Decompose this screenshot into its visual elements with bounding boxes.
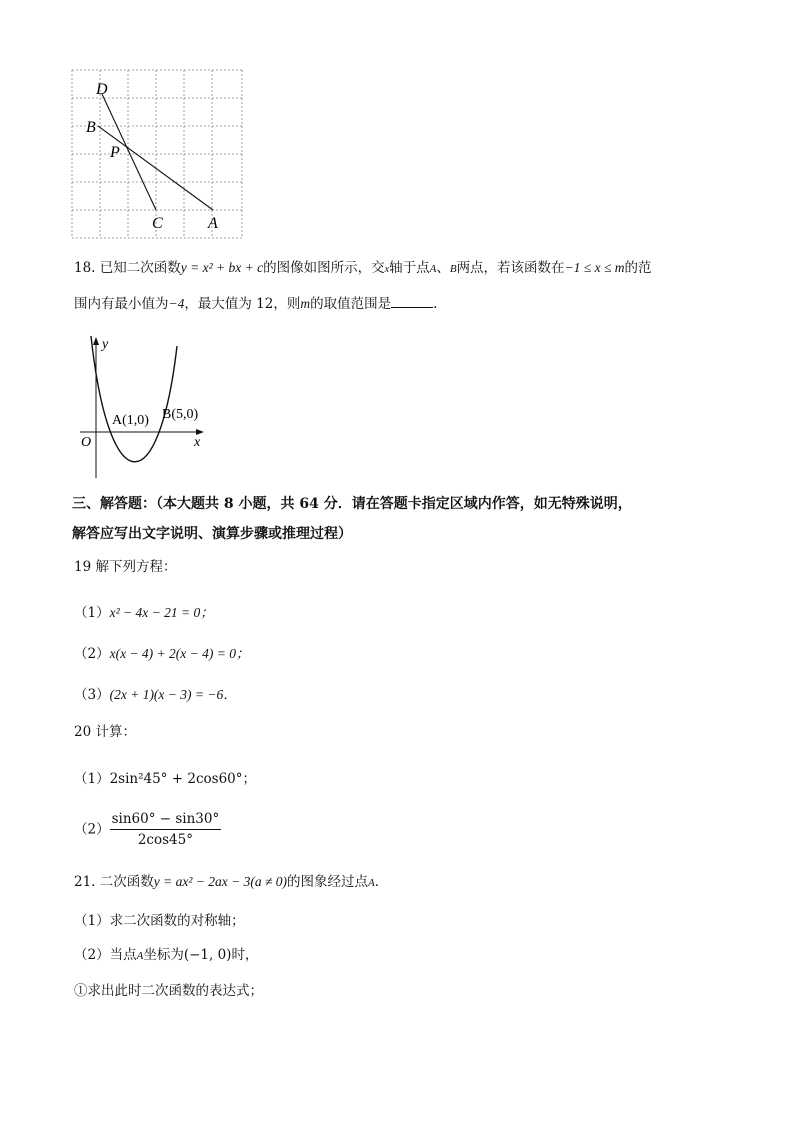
q20-item1-label: （1） — [74, 771, 110, 787]
q20-item-2 — [74, 810, 221, 849]
q18-point-a: A — [429, 263, 437, 275]
q19-item-1 — [74, 604, 214, 622]
line-ba — [98, 126, 213, 210]
answer-blank — [391, 295, 433, 308]
q19-item-2 — [74, 645, 250, 663]
q18-formula: y = x² + bx + c — [180, 260, 264, 275]
q18-text-mid3: 两点，若该函数在 — [456, 260, 565, 276]
y-axis-label: y — [102, 337, 109, 352]
q21-sub2-end: 时， — [231, 947, 259, 963]
q21-circled-1 — [74, 982, 263, 1000]
q20-number: 20 — [74, 724, 92, 740]
origin-label: O — [81, 435, 92, 450]
q19-number: 19 — [74, 559, 92, 575]
parabola-curve — [91, 336, 177, 462]
q20-item2-label: （2） — [74, 821, 110, 838]
q19-item-label: （1） — [74, 605, 110, 621]
q18-range: −1 ≤ x ≤ m — [564, 260, 625, 275]
q19-item-expr: x² − 4x − 21 = 0； — [109, 605, 214, 620]
point-a-label: A(1,0) — [112, 413, 149, 428]
label-c: C — [152, 215, 163, 232]
q19-item-label: （3） — [74, 687, 110, 703]
q21-sub-2 — [74, 946, 258, 965]
q20-item-1 — [74, 770, 256, 788]
q21-point: A — [368, 877, 375, 889]
q18-text-mid2: 轴于点 — [389, 260, 430, 276]
q18-line2-end: 的取值范围是 — [310, 296, 392, 312]
q19-item-expr: x(x − 4) + 2(x − 4) = 0； — [109, 646, 250, 661]
q20-title: 计算： — [95, 724, 136, 740]
circled-one-icon: ① — [74, 983, 88, 999]
q19-item-expr: (2x + 1)(x − 3) = −6． — [109, 687, 237, 702]
q18-text-mid1: 的图像如图所示，交 — [263, 260, 385, 276]
section-heading-line2: 解答应写出文字说明、演算步骤或推理过程） — [72, 526, 352, 542]
parabola-figure — [76, 332, 216, 482]
q18-point-b: B — [449, 263, 457, 275]
label-a: A — [208, 215, 218, 232]
q21-sub2-before: 当点 — [109, 947, 137, 963]
q18-line1 — [74, 259, 651, 279]
x-axis-label: x — [194, 435, 201, 450]
label-p: P — [110, 144, 120, 161]
label-b: B — [86, 119, 96, 136]
q18-axis: x — [384, 264, 390, 275]
q21-sub1-label: （1） — [74, 913, 110, 929]
q21-sub2-point: A — [136, 950, 144, 962]
q20-fraction — [110, 810, 222, 849]
q20-header — [74, 723, 136, 741]
q18-text-before: 已知二次函数 — [99, 260, 181, 276]
q21-sub1-text: 求二次函数的对称轴； — [109, 913, 245, 929]
q21-number: 21. — [74, 874, 96, 890]
q21-sub2-coord: (−1, 0) — [183, 947, 232, 963]
q18-min-value: −4 — [168, 296, 185, 311]
q21-text-after: 的图象经过点 — [287, 874, 369, 890]
q20-item1-expr: 2sin²45° + 2cos60°； — [109, 771, 256, 787]
q21-text-before: 二次函数 — [99, 874, 154, 890]
q19-title: 解下列方程： — [95, 559, 177, 575]
q19-item-3 — [74, 686, 237, 704]
q21-sub-1 — [74, 912, 245, 930]
q18-line2 — [74, 295, 437, 313]
q18-number: 18. — [74, 260, 96, 276]
fraction-denominator: 2cos45° — [137, 832, 193, 848]
q18-line2-mid: ，最大值为 12，则 — [184, 296, 301, 312]
q18-period: . — [433, 296, 438, 312]
grid-figure — [70, 68, 248, 240]
section-heading-line1: 三、解答题：（本大题共 8 小题，共 64 分．请在答题卡指定区域内作答，如无特殊说明， — [72, 496, 632, 512]
q21-period: ． — [374, 874, 389, 890]
q18-m-var: m — [300, 296, 311, 311]
q18-line2-before: 围内有最小值为 — [74, 296, 169, 312]
fraction-numerator: sin60° − sin30° — [110, 810, 222, 830]
q21-circ1-text: 求出此时二次函数的表达式； — [87, 983, 263, 999]
q18-sep: 、 — [436, 260, 450, 276]
q18-text-end1: 的范 — [624, 260, 652, 276]
q21-sub2-label: （2） — [74, 947, 110, 963]
label-d: D — [96, 81, 108, 98]
q21-sub2-mid: 坐标为 — [143, 947, 184, 963]
y-axis-arrow-icon — [93, 337, 99, 345]
q19-item-label: （2） — [74, 646, 110, 662]
q21-line — [74, 873, 388, 892]
q21-formula: y = ax² − 2ax − 3(a ≠ 0) — [153, 874, 288, 889]
point-b-label: B(5,0) — [162, 407, 199, 422]
q19-header — [74, 558, 176, 576]
